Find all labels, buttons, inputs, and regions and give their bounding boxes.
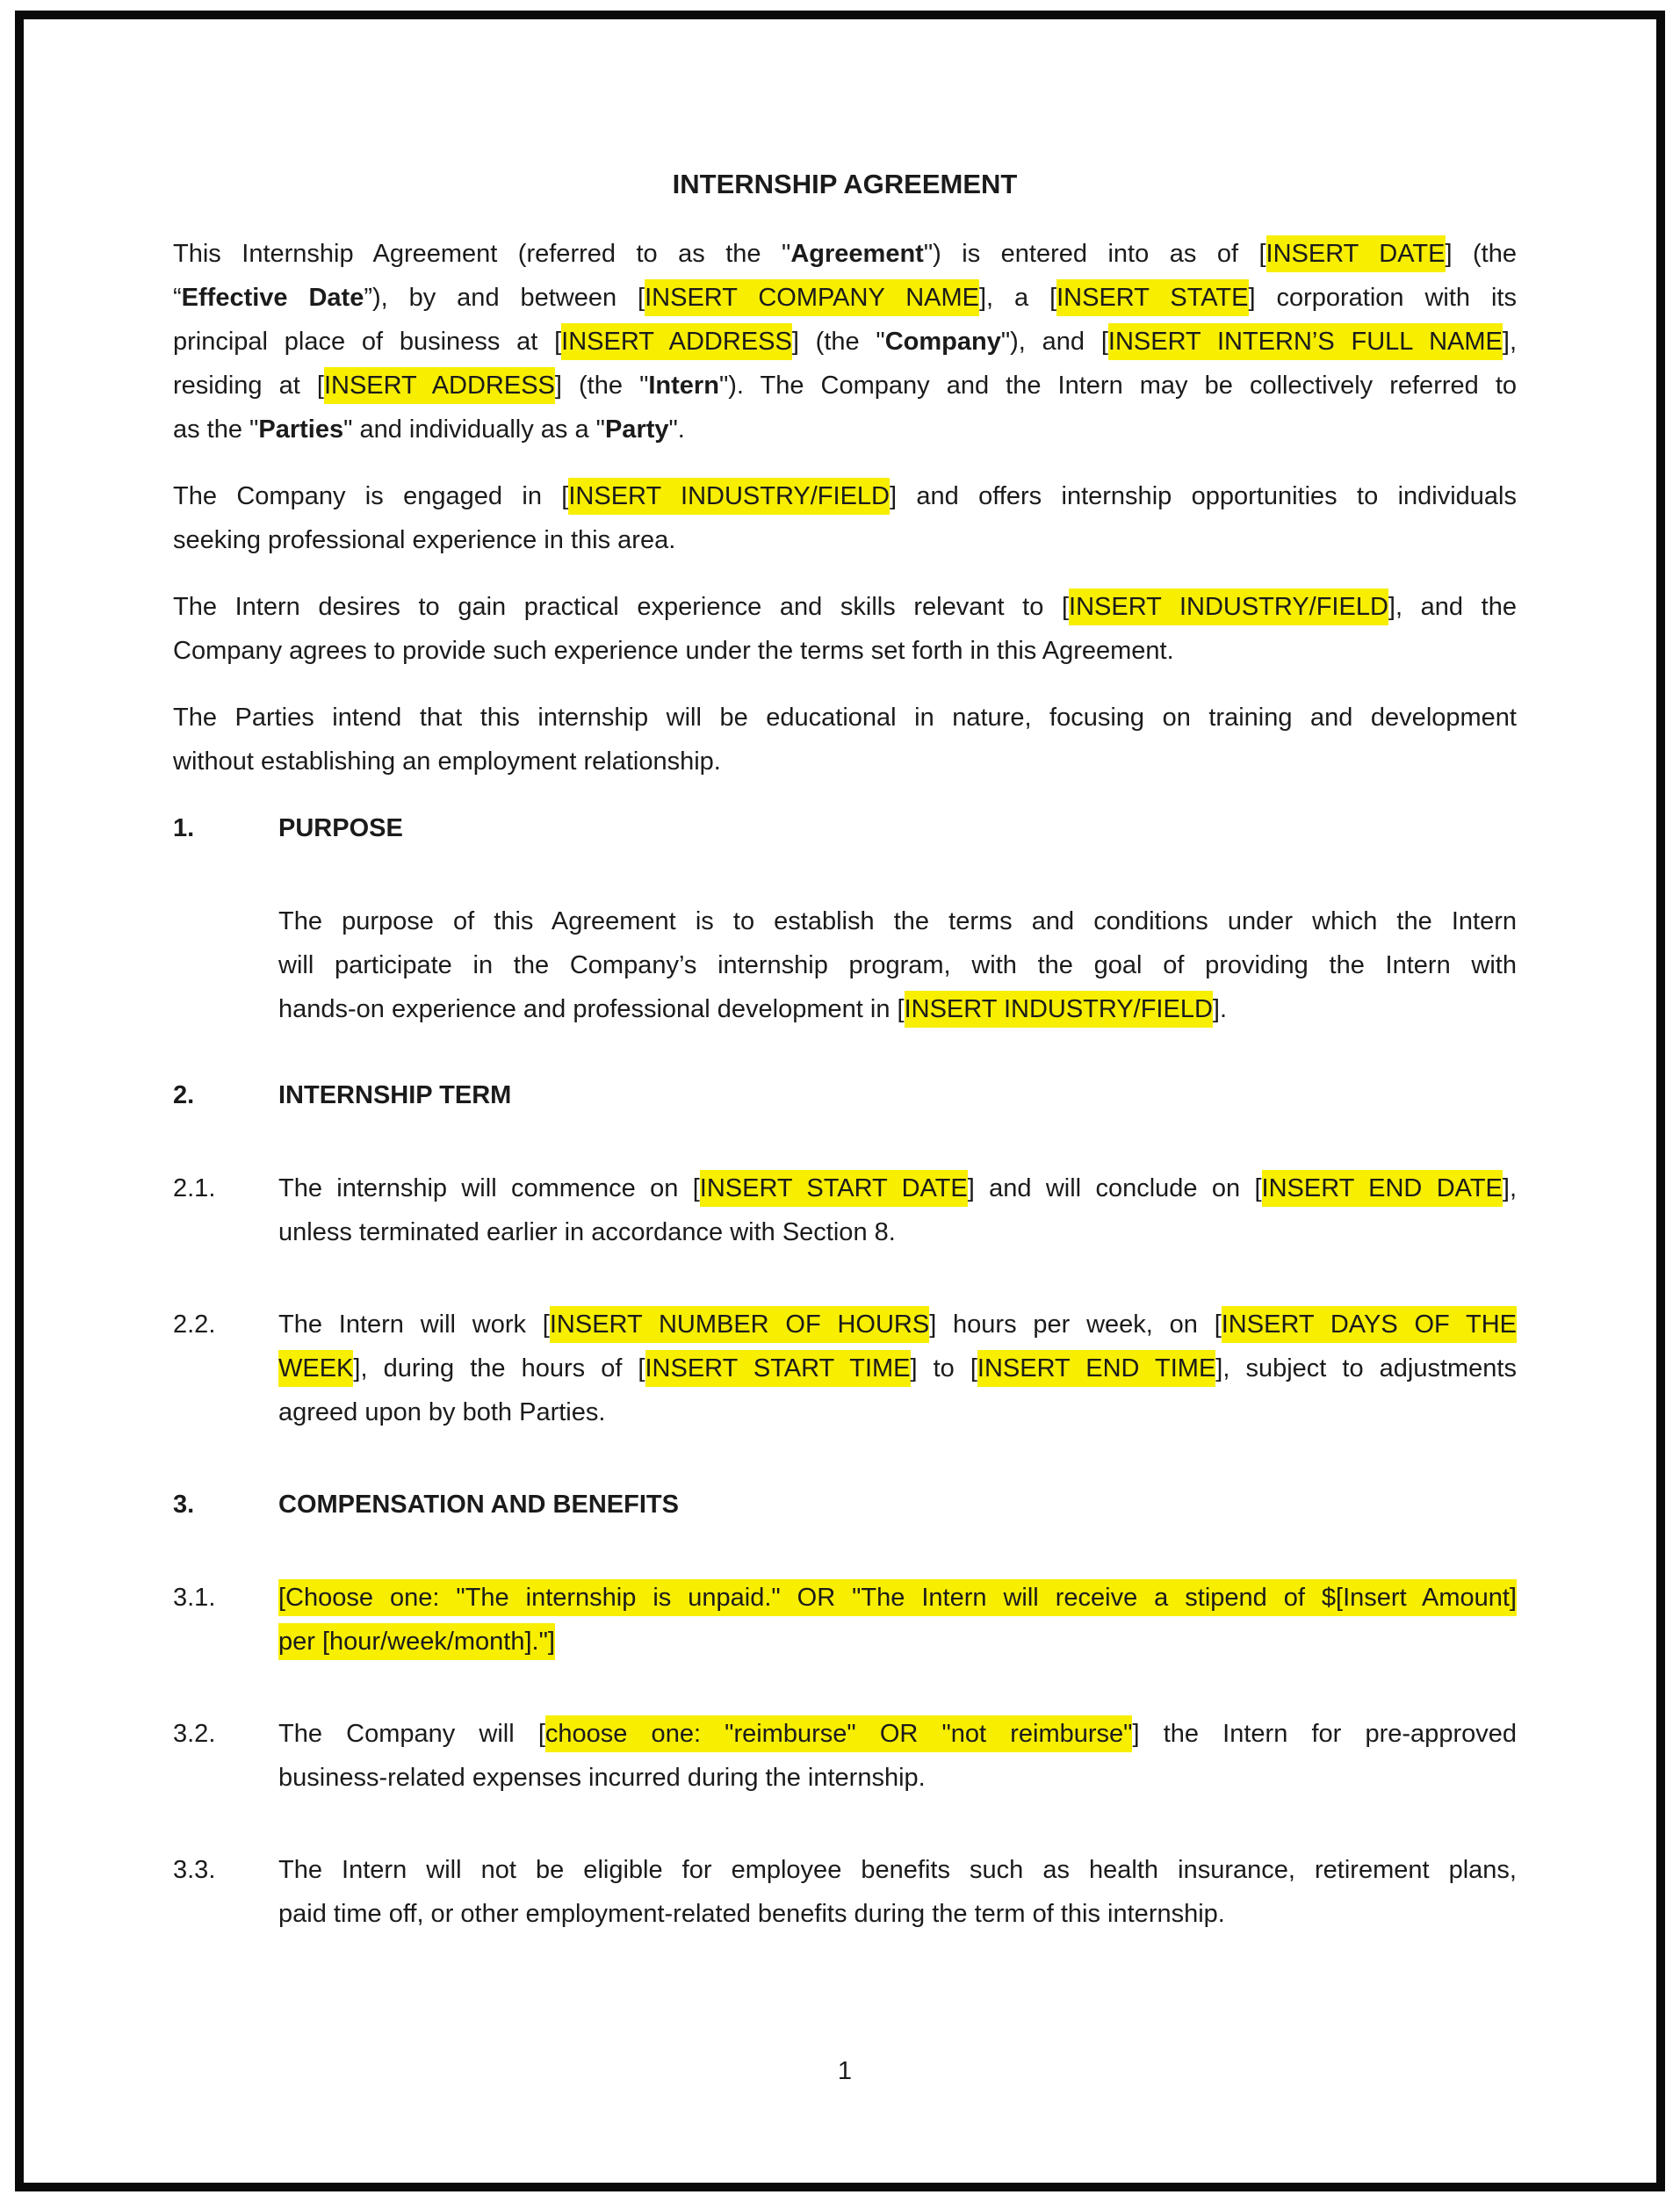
numbered-clause xyxy=(173,1303,1517,1434)
clause-number: 2.1. xyxy=(173,1174,216,1202)
paragraph xyxy=(173,696,1517,783)
text-run: ") is entered into as of [ xyxy=(923,240,1266,268)
clause-body xyxy=(278,1712,1517,1800)
text-line xyxy=(278,943,1517,987)
text-line xyxy=(278,1166,1517,1210)
text-run: “ xyxy=(173,284,182,312)
text-line xyxy=(173,364,1517,408)
text-run: ] corporation with its xyxy=(1248,284,1517,312)
highlighted-placeholder: INSERT END DATE xyxy=(1262,1170,1503,1207)
text-line xyxy=(278,1303,1517,1346)
text-run: ], during the hours of [ xyxy=(353,1354,645,1383)
section-number: 3. xyxy=(173,1491,195,1519)
text-line xyxy=(278,1210,1517,1254)
text-line xyxy=(278,1848,1517,1892)
text-run: paid time off, or other employment-related benefits during the term of this internship. xyxy=(278,1900,1225,1928)
text-run: The Intern will work [ xyxy=(278,1310,550,1339)
text-run: The Company will [ xyxy=(278,1720,545,1748)
text-line xyxy=(173,474,1517,518)
text-run: ]. xyxy=(1212,995,1228,1023)
clause-number: 3.2. xyxy=(173,1720,216,1748)
text-run: as the " xyxy=(173,415,259,444)
text-line xyxy=(173,585,1517,629)
highlighted-placeholder: INSERT NUMBER OF HOURS xyxy=(550,1306,929,1343)
highlighted-placeholder: INSERT DAYS OF THE xyxy=(1222,1306,1517,1343)
text-run: ". xyxy=(668,415,685,444)
clause-number: 2.2. xyxy=(173,1310,216,1339)
text-run: ] the Intern for pre-approved xyxy=(1132,1720,1517,1748)
highlighted-placeholder: [Choose one: "The internship is unpaid." OR "The Intern will receive a stipend of $[Insert Amount] xyxy=(278,1579,1517,1616)
highlighted-placeholder: per [hour/week/month]."] xyxy=(278,1623,555,1660)
text-run: The purpose of this Agreement is to establish the terms and conditions under which the Intern xyxy=(278,907,1517,935)
highlighted-placeholder: INSERT START TIME xyxy=(645,1350,911,1387)
text-run: agreed upon by both Parties. xyxy=(278,1398,606,1426)
text-run: The Intern will not be eligible for employee benefits such as health insurance, retirement plans, xyxy=(278,1856,1517,1884)
text-run: "). The Company and the Intern may be collectively referred to xyxy=(718,372,1518,400)
defined-term: Effective Date xyxy=(181,284,364,312)
text-run: residing at [ xyxy=(173,372,324,400)
text-run: will participate in the Company’s internship program, with the goal of providing the Intern with xyxy=(278,951,1517,979)
document-body xyxy=(173,232,1517,1984)
highlighted-placeholder: WEEK xyxy=(278,1350,353,1387)
text-run: This Internship Agreement (referred to as the " xyxy=(173,240,791,268)
section-number: 2. xyxy=(173,1081,195,1109)
page-number: 1 xyxy=(837,2057,853,2085)
text-line xyxy=(173,408,1517,451)
text-run: ] hours per week, on [ xyxy=(929,1310,1222,1339)
highlighted-placeholder: INSERT INDUSTRY/FIELD xyxy=(905,991,1213,1028)
text-run: ] and will conclude on [ xyxy=(967,1174,1262,1202)
text-line xyxy=(173,276,1517,320)
text-run: ] (the " xyxy=(554,372,649,400)
text-line xyxy=(278,1346,1517,1390)
section-heading xyxy=(173,1483,1517,1527)
text-run: ], xyxy=(1502,1174,1518,1202)
document-content xyxy=(173,162,1517,1984)
paragraph xyxy=(173,232,1517,451)
text-line xyxy=(278,1576,1517,1620)
text-run: The Parties intend that this internship will be educational in nature, focusing on training and development xyxy=(173,704,1517,732)
highlighted-placeholder: INSERT DATE xyxy=(1266,235,1446,272)
numbered-clause xyxy=(173,1712,1517,1800)
text-run: without establishing an employment relationship. xyxy=(173,747,721,776)
paragraph xyxy=(173,585,1517,673)
text-run: ], a [ xyxy=(978,284,1057,312)
clause-body xyxy=(278,1576,1517,1664)
text-line xyxy=(278,1390,1517,1434)
text-run: ], subject to adjustments xyxy=(1215,1354,1517,1383)
text-line xyxy=(173,232,1517,276)
numbered-clause xyxy=(173,1576,1517,1664)
text-run: Company agrees to provide such experience under the terms set forth in this Agreement. xyxy=(173,637,1174,665)
defined-term: Company xyxy=(884,328,1001,356)
paragraph xyxy=(278,899,1517,1031)
text-run: business-related expenses incurred during the internship. xyxy=(278,1764,926,1792)
text-run: ] to [ xyxy=(910,1354,977,1383)
defined-term: Parties xyxy=(258,415,344,444)
defined-term: Agreement xyxy=(790,240,924,268)
text-run: ], and the xyxy=(1388,593,1517,621)
text-run: "), and [ xyxy=(1000,328,1108,356)
numbered-clause xyxy=(173,1166,1517,1254)
defined-term: Party xyxy=(604,415,669,444)
text-line xyxy=(173,320,1517,364)
section-heading xyxy=(173,1073,1517,1117)
highlighted-placeholder: INSERT START DATE xyxy=(700,1170,968,1207)
highlighted-placeholder: INSERT ADDRESS xyxy=(561,323,792,360)
section-heading-text: COMPENSATION AND BENEFITS xyxy=(278,1491,679,1519)
clause-number: 3.1. xyxy=(173,1584,216,1612)
numbered-clause xyxy=(173,1848,1517,1936)
text-run: unless terminated earlier in accordance with Section 8. xyxy=(278,1218,896,1246)
text-line xyxy=(173,696,1517,740)
highlighted-placeholder: INSERT INTERN’S FULL NAME xyxy=(1108,323,1503,360)
text-line xyxy=(278,1892,1517,1936)
text-line xyxy=(278,1756,1517,1800)
highlighted-placeholder: INSERT ADDRESS xyxy=(324,367,555,404)
text-run: ], xyxy=(1502,328,1518,356)
highlighted-placeholder: INSERT STATE xyxy=(1056,279,1248,316)
clause-body xyxy=(278,1848,1517,1936)
text-line xyxy=(278,1712,1517,1756)
highlighted-placeholder: choose one: "reimburse" OR "not reimburse" xyxy=(545,1715,1133,1752)
section-heading-text: INTERNSHIP TERM xyxy=(278,1081,512,1109)
text-run: ”), by and between [ xyxy=(364,284,645,312)
highlighted-placeholder: INSERT COMPANY NAME xyxy=(645,279,979,316)
paragraph xyxy=(173,474,1517,562)
text-run: principal place of business at [ xyxy=(173,328,562,356)
text-run: hands-on experience and professional development in [ xyxy=(278,995,905,1023)
highlighted-placeholder: INSERT INDUSTRY/FIELD xyxy=(568,478,890,515)
text-run: ] (the " xyxy=(791,328,885,356)
text-line xyxy=(173,740,1517,783)
text-line xyxy=(278,1620,1517,1664)
text-line xyxy=(278,987,1517,1031)
section-number: 1. xyxy=(173,814,195,842)
clause-body xyxy=(278,1166,1517,1254)
highlighted-placeholder: INSERT END TIME xyxy=(977,1350,1215,1387)
text-run: The Intern desires to gain practical experience and skills relevant to [ xyxy=(173,593,1070,621)
text-run: seeking professional experience in this area. xyxy=(173,526,676,554)
defined-term: Intern xyxy=(648,372,719,400)
clause-body xyxy=(278,1303,1517,1434)
text-run: The internship will commence on [ xyxy=(278,1174,700,1202)
text-line xyxy=(173,629,1517,673)
document-title: INTERNSHIP AGREEMENT xyxy=(672,169,1018,199)
text-run: ] and offers internship opportunities to individuals xyxy=(889,482,1517,510)
highlighted-placeholder: INSERT INDUSTRY/FIELD xyxy=(1069,588,1388,625)
text-line xyxy=(173,518,1517,562)
text-line xyxy=(278,899,1517,943)
text-run: The Company is engaged in [ xyxy=(173,482,569,510)
section-heading xyxy=(173,806,1517,850)
section-heading-text: PURPOSE xyxy=(278,814,403,842)
text-run: " and individually as a " xyxy=(343,415,605,444)
text-run: ] (the xyxy=(1445,240,1517,268)
clause-number: 3.3. xyxy=(173,1856,216,1884)
